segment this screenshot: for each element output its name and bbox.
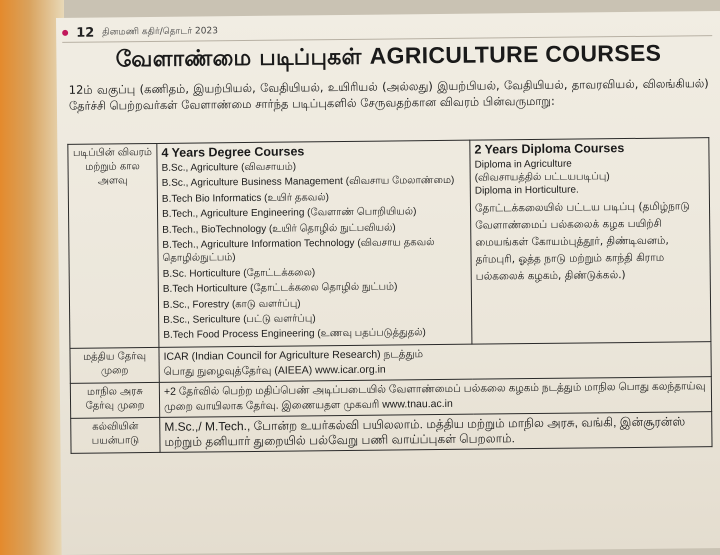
degree-course-item: B.Tech Horticulture (தோட்டக்கலை தொழில் நுட்பம்) bbox=[162, 281, 398, 296]
degree-courses-cell bbox=[157, 140, 472, 347]
degree-course-item: B.Sc., Sericulture (பட்டு வளர்ப்பு) bbox=[163, 313, 316, 326]
diploma-courses-cell bbox=[470, 138, 711, 344]
page-number: 12 bbox=[76, 25, 95, 41]
degree-course-item: B.Sc., Agriculture (விவசாயம்) bbox=[161, 161, 297, 174]
page-header bbox=[62, 17, 712, 43]
state-exam-text: +2 தேர்வில் பெற்ற மதிப்பெண் அடிப்படையில் வேளாண்மைப் பல்கலை கழகம் நடத்தும் மாநில பொது கலந்தாய்வு முறை வாயிலாக தேர்வு. இணையதள முகவரி www.tnau.ac.in bbox=[159, 377, 711, 418]
central-exam-cell bbox=[159, 342, 711, 383]
degree-course-item: B.Tech., Agriculture Engineering (வேளாண் பொறியியல்) bbox=[162, 206, 417, 221]
row-label-course-details: படிப்பின் விவரம் மற்றும் கால அளவு bbox=[68, 143, 159, 348]
bullet-icon bbox=[62, 30, 68, 36]
degree-course-item: B.Sc., Agriculture Business Management (விவசாய மேலாண்மை) bbox=[161, 175, 455, 190]
diploma-note: தோட்டக்கலையில் பட்டய படிப்பு (தமிழ்நாடு வேளாண்மைப் பல்கலைக் கழக பயிற்சி மையங்கள் கோயம்புத்தூர், திண்டிவனம், தர்மபுரி, ஓத்த நாடு மற்றும் காந்தி கிராம பல்கலைக் கழகம், திண்டுக்கல்.) bbox=[474, 200, 690, 283]
degree-course-list bbox=[162, 159, 468, 343]
diploma-agriculture: Diploma in Agriculture bbox=[474, 158, 572, 171]
degree-course-item: B.Tech Bio Informatics (உயிர் தகவல்) bbox=[161, 191, 329, 205]
career-use-text: M.Sc.,/ M.Tech., போன்ற உயர்கல்வி பயிலலாம். மத்திய மற்றும் மாநில அரசு, வங்கி, இன்சூரன்ஸ் மற்றும் தனியார் துறையில் பல்வேறு பணி வாய்ப்புகள் பெறலாம். bbox=[160, 412, 712, 453]
table-row bbox=[71, 412, 712, 454]
row-label-career-use: கல்வியின் பயன்பாடு bbox=[71, 417, 160, 453]
row-label-state-exam: மாநில அரசு தேர்வு முறை bbox=[70, 382, 159, 418]
degree-course-item: B.Sc. Horticulture (தோட்டக்கலை) bbox=[162, 267, 316, 280]
paper-name: தினமணி கதிர்/தொடர் 2023 bbox=[102, 25, 218, 38]
degree-course-item: B.Sc., Forestry (காடு வளர்ப்பு) bbox=[162, 298, 301, 311]
title-tamil: வேளாண்மை படிப்புகள் bbox=[115, 44, 362, 73]
newspaper-page bbox=[56, 11, 720, 555]
intro-paragraph: 12ம் வகுப்பு (கணிதம், இயற்பியல், வேதியியல், உயிரியல் (அல்லது) இயற்பியல், வேதியியல், தாவரவியல், விலங்கியல்) தேர்ச்சி பெற்றவர்கள் வேளாண்மை சார்ந்த படிப்புகளில் சேருவதற்கான விவரம் பின்வருமாறு: bbox=[68, 76, 709, 113]
title-english: AGRICULTURE COURSES bbox=[369, 39, 662, 69]
degree-course-item: B.Tech., Agriculture Information Technology (விவசாய தகவல் தொழில்நுட்பம்) bbox=[162, 237, 435, 265]
degree-heading: 4 Years Degree Courses bbox=[161, 144, 305, 160]
central-exam-text: ICAR (Indian Council for Agriculture Research) நடத்தும் பொது நுழைவுத்தேர்வு (AIEEA) www.icar.org.in bbox=[163, 348, 424, 378]
courses-table bbox=[67, 137, 712, 454]
diploma-agriculture-tamil: (விவசாயத்தில் பட்டயபடிப்பு) bbox=[474, 171, 610, 184]
degree-course-item: B.Tech Food Process Engineering (உணவு பதப்படுத்துதல்) bbox=[163, 327, 426, 342]
degree-course-item: B.Tech., BioTechnology (உயிர் தொழில் நுட்பவியல்) bbox=[162, 222, 396, 236]
diploma-horticulture: Diploma in Horticulture. bbox=[474, 184, 579, 197]
page-edge bbox=[0, 0, 64, 555]
table-row bbox=[68, 138, 711, 349]
page-title bbox=[56, 39, 720, 76]
row-label-central-exam: மத்திய தேர்வு முறை bbox=[70, 347, 159, 383]
diploma-heading: 2 Years Diploma Courses bbox=[474, 141, 625, 157]
